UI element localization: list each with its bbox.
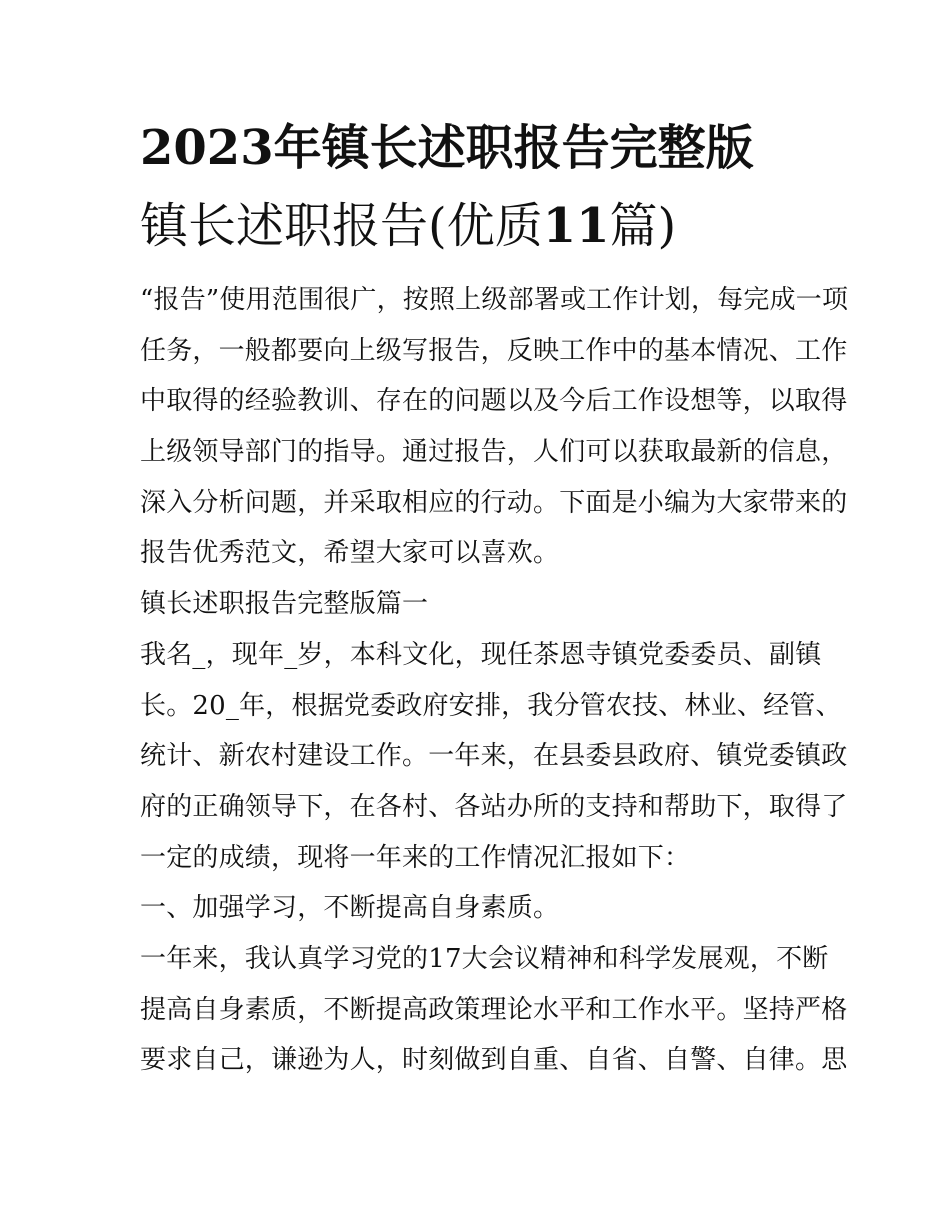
- section-heading: 镇长述职报告完整版篇一: [140, 589, 429, 620]
- document-subtitle: [140, 196, 820, 256]
- document-title: 2023年镇长述职报告完整版: [140, 120, 754, 176]
- body-line: 府的正确领导下，在各村、各站办所的支持和帮助下，取得了: [140, 791, 848, 822]
- body-line: 要求自己，谦逊为人，时刻做到自重、自省、自警、自律。思: [140, 1045, 848, 1076]
- body-line: 报告优秀范文，希望大家可以喜欢。: [140, 538, 560, 569]
- body-line: 任务，一般都要向上级写报告，反映工作中的基本情况、工作: [140, 335, 848, 366]
- body-line: 上级领导部门的指导。通过报告，人们可以获取最新的信息，: [140, 437, 848, 468]
- body-line: 我名_，现年_岁，本科文化，现任茶恩寺镇党委委员、副镇: [140, 639, 822, 670]
- document-body: [140, 275, 849, 1086]
- body-line: 长。20_年，根据党委政府安排，我分管农技、林业、经管、: [140, 690, 842, 721]
- body-line: 提高自身素质，不断提高政策理论水平和工作水平。坚持严格: [140, 994, 848, 1025]
- subtitle-prefix: 镇长述职报告(优质: [140, 198, 543, 254]
- body-line: 统计、新农村建设工作。一年来，在县委县政府、镇党委镇政: [140, 741, 848, 772]
- subsection-heading: 一、加强学习，不断提高自身素质。: [140, 893, 560, 924]
- body-line: 深入分析问题，并采取相应的行动。下面是小编为大家带来的: [140, 487, 848, 518]
- body-line: 一年来，我认真学习党的17大会议精神和科学发展观，不断: [140, 943, 829, 974]
- body-line: 中取得的经验教训、存在的问题以及今后工作设想等，以取得: [140, 386, 848, 417]
- body-line: “报告”使用范围很广，按照上级部署或工作计划，每完成一项: [140, 285, 849, 315]
- subtitle-number: 11: [542, 198, 610, 254]
- subtitle-suffix: 篇): [609, 198, 677, 254]
- body-line: 一定的成绩，现将一年来的工作情况汇报如下：: [140, 842, 691, 873]
